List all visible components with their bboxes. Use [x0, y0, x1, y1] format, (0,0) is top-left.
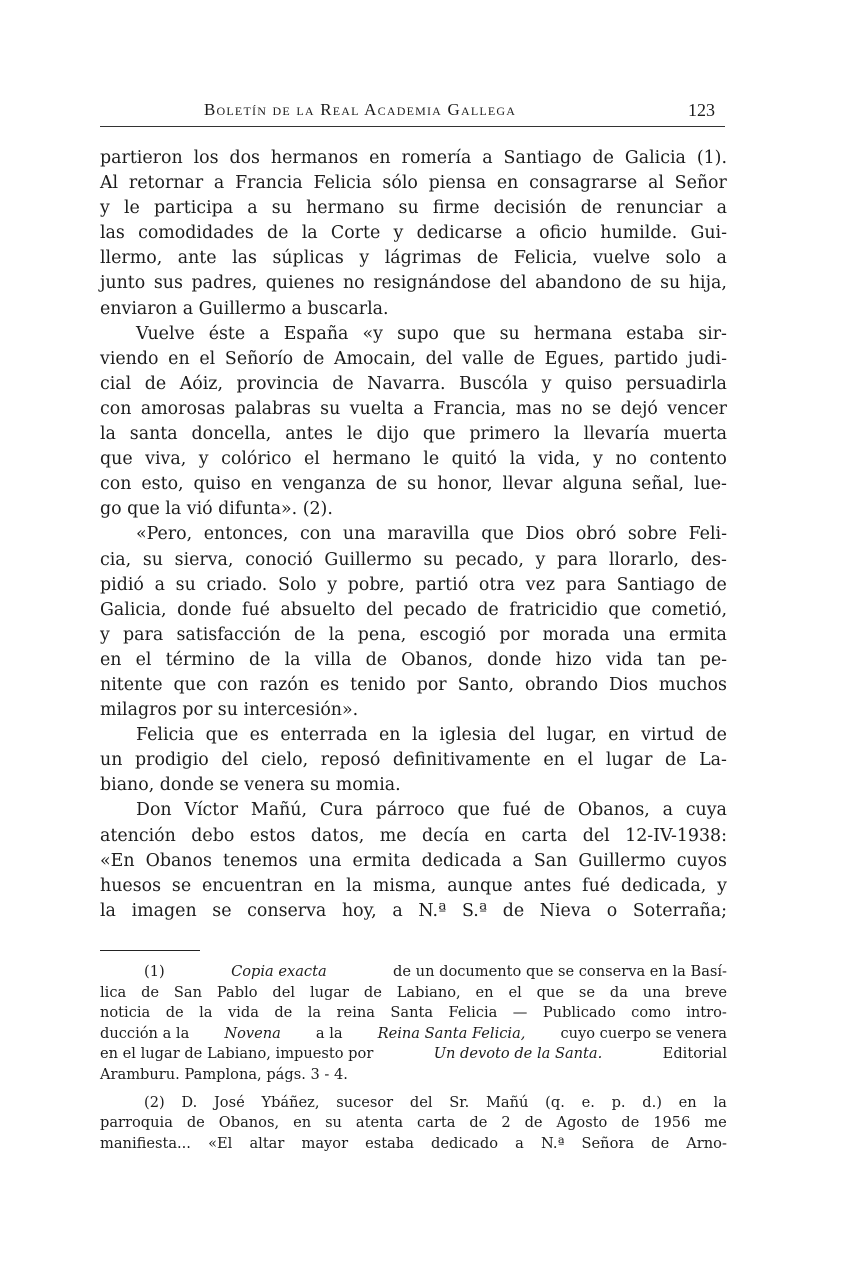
- text-line: biano, donde se venera su momia.: [100, 775, 401, 796]
- text-line: y para satisfacción de la pena, escogió por morada una ermita: [100, 624, 727, 645]
- text-line: la imagen se conserva hoy, a N.ª S.ª de Nieva o Soterraña;: [100, 900, 727, 921]
- text-line: en el término de la villa de Obanos, donde hizo vida tan pe-: [100, 649, 727, 670]
- text-line: con esto, quiso en venganza de su honor, llevar alguna señal, lue-: [100, 474, 727, 495]
- footnote-line: (1) Copia exacta de un documento que se conserva en la Basí-: [144, 963, 727, 980]
- main-text: [100, 146, 727, 924]
- footnote-line: en el lugar de Labiano, impuesto por Un devoto de la Santa. Editorial: [100, 1045, 727, 1063]
- running-head: Boletín de la Real Academia Gallega: [204, 100, 517, 119]
- footnote-line: (2) D. José Ybáñez, sucesor del Sr. Mañú (q. e. p. d.) en la: [144, 1093, 727, 1111]
- text-line: Felicia que es enterrada en la iglesia del lugar, en virtud de: [136, 725, 727, 746]
- footnote-line: ducción a la Novena a la Reina Santa Felicia, cuyo cuerpo se venera: [100, 1024, 727, 1042]
- text-line: las comodidades de la Corte y dedicarse a oficio humilde. Gui-: [100, 223, 727, 244]
- text-line: «Pero, entonces, con una maravilla que Dios obró sobre Feli-: [136, 524, 727, 545]
- text-line: cial de Aóiz, provincia de Navarra. Buscóla y quiso persuadirla: [100, 373, 727, 394]
- page-number: 123: [688, 100, 715, 120]
- text-line: Vuelve éste a España «y supo que su hermana estaba sir-: [136, 323, 727, 344]
- text-line: milagros por su intercesión».: [100, 700, 359, 721]
- text-line: junto sus padres, quienes no resignándose del abandono de su hija,: [100, 273, 727, 294]
- text-line: partieron los dos hermanos en romería a Santiago de Galicia (1).: [100, 148, 727, 168]
- text-line: pidió a su criado. Solo y pobre, partió otra vez para Santiago de: [100, 574, 727, 595]
- text-line: cia, su sierva, conoció Guillermo su pecado, y para llorarlo, des-: [100, 549, 727, 570]
- text-line: y le participa a su hermano su firme decisión de renunciar a: [100, 198, 727, 219]
- footnotes: [100, 962, 727, 1154]
- text-line: «En Obanos tenemos una ermita dedicada a San Guillermo cuyos: [100, 850, 727, 871]
- text-line: huesos se encuentran en la misma, aunque antes fué dedicada, y: [100, 875, 727, 896]
- text-line: viendo en el Señorío de Amocain, del valle de Egues, partido judi-: [100, 348, 727, 369]
- text-line: un prodigio del cielo, reposó definitivamente en el lugar de La-: [100, 750, 727, 771]
- text-line: con amorosas palabras su vuelta a Francia, mas no se dejó vencer: [100, 398, 727, 419]
- footnote-line: Aramburu. Pamplona, págs. 3 - 4.: [100, 1065, 348, 1083]
- text-line: go que la vió difunta». (2).: [100, 499, 333, 520]
- text-line: Al retornar a Francia Felicia sólo piensa en consagrarse al Señor: [100, 173, 727, 194]
- text-line: enviaron a Guillermo a buscarla.: [100, 298, 389, 319]
- text-line: Don Víctor Mañú, Cura párroco que fué de Obanos, a cuya: [136, 800, 727, 821]
- text-line: que viva, y colórico el hermano le quitó la vida, y no contento: [100, 449, 727, 470]
- text-line: atención debo estos datos, me decía en carta del 12-IV-1938:: [100, 825, 727, 846]
- text-line: Galicia, donde fué absuelto del pecado de fratricidio que cometió,: [100, 599, 727, 620]
- footnote-line: lica de San Pablo del lugar de Labiano, en el que se da una breve: [100, 983, 727, 1001]
- text-line: la santa doncella, antes le dijo que primero la llevaría muerta: [100, 424, 727, 445]
- page-header: [100, 98, 725, 127]
- text-line: llermo, ante las súplicas y lágrimas de Felicia, vuelve solo a: [100, 248, 727, 269]
- footnote-line: parroquia de Obanos, en su atenta carta de 2 de Agosto de 1956 me: [100, 1114, 727, 1132]
- footnote-line: manifiesta... «El altar mayor estaba dedicado a N.ª Señora de Arno-: [100, 1134, 727, 1152]
- footnote-divider: [100, 950, 200, 951]
- text-line: nitente que con razón es tenido por Santo, obrando Dios muchos: [100, 674, 727, 695]
- footnote-line: noticia de la vida de la reina Santa Felicia — Publicado como intro-: [100, 1004, 727, 1022]
